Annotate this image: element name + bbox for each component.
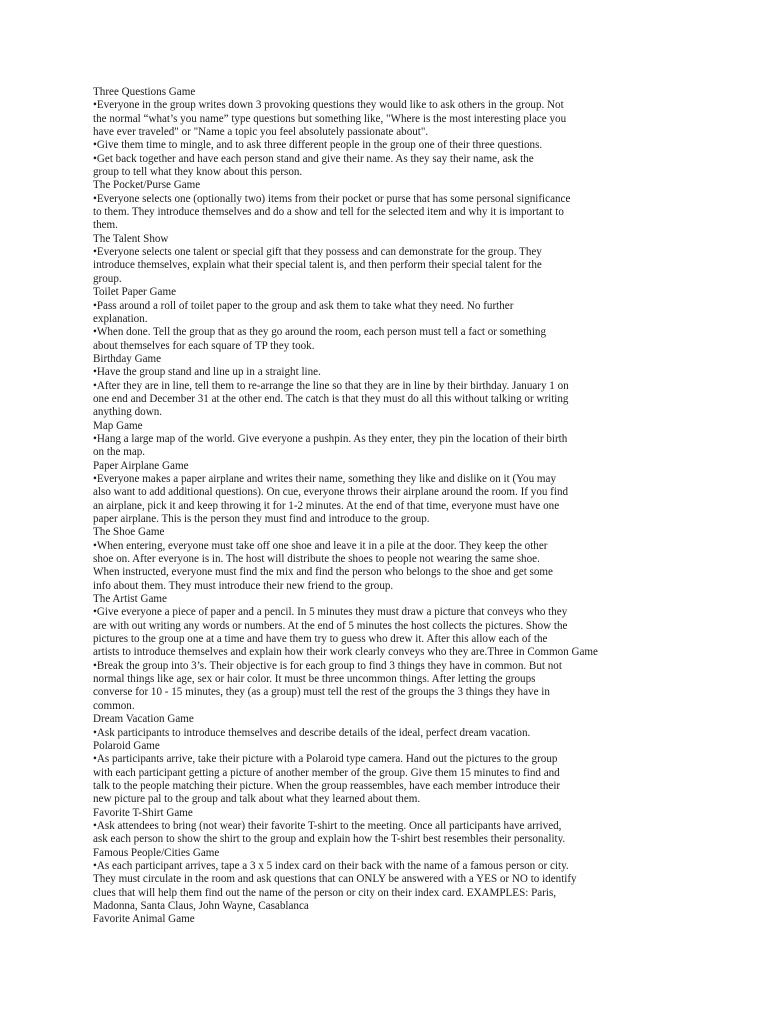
text-line: •Everyone selects one talent or special gift that they possess and can demonstrate for the group. They bbox=[93, 246, 542, 259]
text-line: are with out writing any words or numbers. At the end of 5 minutes the host collects the pictures. Show the bbox=[93, 619, 568, 632]
text-line: •Break the group into 3’s. Their objective is for each group to find 3 things they have in common. But not bbox=[93, 659, 562, 672]
text-line: The Shoe Game bbox=[93, 526, 165, 539]
text-line: new picture pal to the group and talk about what they learned about them. bbox=[93, 793, 421, 806]
text-line: •When done. Tell the group that as they go around the room, each person must tell a fact or something bbox=[93, 326, 547, 339]
text-line: •Everyone selects one (optionally two) items from their pocket or purse that has some personal significance bbox=[93, 192, 571, 205]
text-line: •Ask attendees to bring (not wear) their favorite T-shirt to the meeting. Once all participants have arrived, bbox=[93, 819, 562, 832]
text-line: shoe on. After everyone is in. The host will distribute the shoes to people not wearing the same shoe. bbox=[93, 553, 540, 566]
text-line: The Artist Game bbox=[93, 593, 167, 606]
text-line: Toilet Paper Game bbox=[93, 286, 177, 299]
text-line: •After they are in line, tell them to re-arrange the line so that they are in line by their birthday. January 1 on bbox=[93, 379, 569, 392]
text-line: •Give them time to mingle, and to ask three different people in the group one of their three questions. bbox=[93, 139, 543, 152]
text-line: •Pass around a roll of toilet paper to the group and ask them to take what they need. No further bbox=[93, 299, 514, 312]
text-line: artists to introduce themselves and explain how their work clearly conveys who they are.Three in Common Game bbox=[93, 646, 598, 659]
text-line: about themselves for each square of TP they took. bbox=[93, 339, 315, 352]
document-body bbox=[93, 86, 653, 927]
text-line: Madonna, Santa Claus, John Wayne, Casablanca bbox=[93, 899, 309, 912]
text-line: them. bbox=[93, 219, 118, 232]
text-line: one end and December 31 at the other end. The catch is that they must do all this without talking or writing bbox=[93, 392, 569, 405]
text-line: •Have the group stand and line up in a straight line. bbox=[93, 366, 321, 379]
text-line: •Give everyone a piece of paper and a pencil. In 5 minutes they must draw a picture that conveys who they bbox=[93, 606, 568, 619]
text-line: Dream Vacation Game bbox=[93, 713, 194, 726]
text-line: Three Questions Game bbox=[93, 86, 196, 98]
text-line: explanation. bbox=[93, 312, 148, 325]
text-line: common. bbox=[93, 699, 135, 712]
text-line: introduce themselves, explain what their special talent is, and then perform their special talent for the bbox=[93, 259, 542, 272]
text-line: •When entering, everyone must take off one shoe and leave it in a pile at the door. They keep the other bbox=[93, 539, 548, 552]
text-line: •Everyone in the group writes down 3 provoking questions they would like to ask others in the group. Not bbox=[93, 99, 564, 112]
text-line: info about them. They must introduce their new friend to the group. bbox=[93, 579, 394, 592]
text-line: Birthday Game bbox=[93, 352, 162, 365]
text-line: also want to add additional questions). On cue, everyone throws their airplane around the room. If you find bbox=[93, 486, 569, 499]
text-line: group to tell what they know about this person. bbox=[93, 166, 303, 179]
text-line: normal things like age, sex or hair color. It must be three uncommon things. After letting the groups bbox=[93, 673, 536, 686]
text-line: pictures to the group one at a time and have them try to guess who drew it. After this allow each of the bbox=[93, 633, 548, 646]
text-line: Famous People/Cities Game bbox=[93, 846, 220, 859]
text-line: •Hang a large map of the world. Give everyone a pushpin. As they enter, they pin the location of their birth bbox=[93, 432, 568, 445]
text-line: ask each person to show the shirt to the group and explain how the T-shirt best resembles their personality. bbox=[93, 833, 566, 846]
text-line: clues that will help them find out the name of the person or city on their index card. EXAMPLES: Paris, bbox=[93, 886, 557, 899]
text-line: •As participants arrive, take their picture with a Polaroid type camera. Hand out the pictures to the group bbox=[93, 753, 558, 766]
text-line: have ever traveled" or "Name a topic you feel absolutely passionate about". bbox=[93, 126, 429, 139]
text-line: The Pocket/Purse Game bbox=[93, 179, 201, 192]
text-line: paper airplane. This is the person they must find and introduce to the group. bbox=[93, 513, 430, 525]
text-line: •As each participant arrives, tape a 3 x 5 index card on their back with the name of a famous person or city. bbox=[93, 859, 569, 872]
text-line: an airplane, pick it and keep throwing it for 1-2 minutes. At the end of that time, everyone must have one bbox=[93, 499, 560, 512]
text-line: •Everyone makes a paper airplane and writes their name, something they like and dislike on it (You may bbox=[93, 472, 557, 485]
text-line: the normal “what’s you name” type questions but something like, "Where is the most interesting place you bbox=[93, 112, 567, 125]
text-line: to them. They introduce themselves and do a show and tell for the selected item and why it is important to bbox=[93, 206, 564, 219]
text-line: Polaroid Game bbox=[93, 739, 160, 752]
text-line: Favorite Animal Game bbox=[93, 913, 195, 926]
text-line: talk to the people matching their picture. When the group reassembles, have each member introduce their bbox=[93, 779, 561, 792]
text-line: converse for 10 - 15 minutes, they (as a group) must tell the rest of the groups the 3 things they have in bbox=[93, 686, 550, 699]
text-line: The Talent Show bbox=[93, 232, 169, 245]
text-line: When instructed, everyone must find the mix and find the person who belongs to the shoe and get some bbox=[93, 566, 553, 579]
text-line: anything down. bbox=[93, 406, 163, 419]
text-line: with each participant getting a picture of another member of the group. Give them 15 minutes to find and bbox=[93, 766, 560, 779]
text-line: group. bbox=[93, 272, 122, 285]
text-line: Paper Airplane Game bbox=[93, 459, 189, 472]
text-line: They must circulate in the room and ask questions that can ONLY be answered with a YES or NO to identify bbox=[93, 873, 577, 886]
text-line: •Get back together and have each person stand and give their name. As they say their name, ask the bbox=[93, 152, 534, 165]
text-line: on the map. bbox=[93, 446, 146, 459]
text-line: Map Game bbox=[93, 419, 143, 432]
text-line: •Ask participants to introduce themselves and describe details of the ideal, perfect dream vacation. bbox=[93, 726, 531, 739]
text-line: Favorite T-Shirt Game bbox=[93, 806, 193, 819]
